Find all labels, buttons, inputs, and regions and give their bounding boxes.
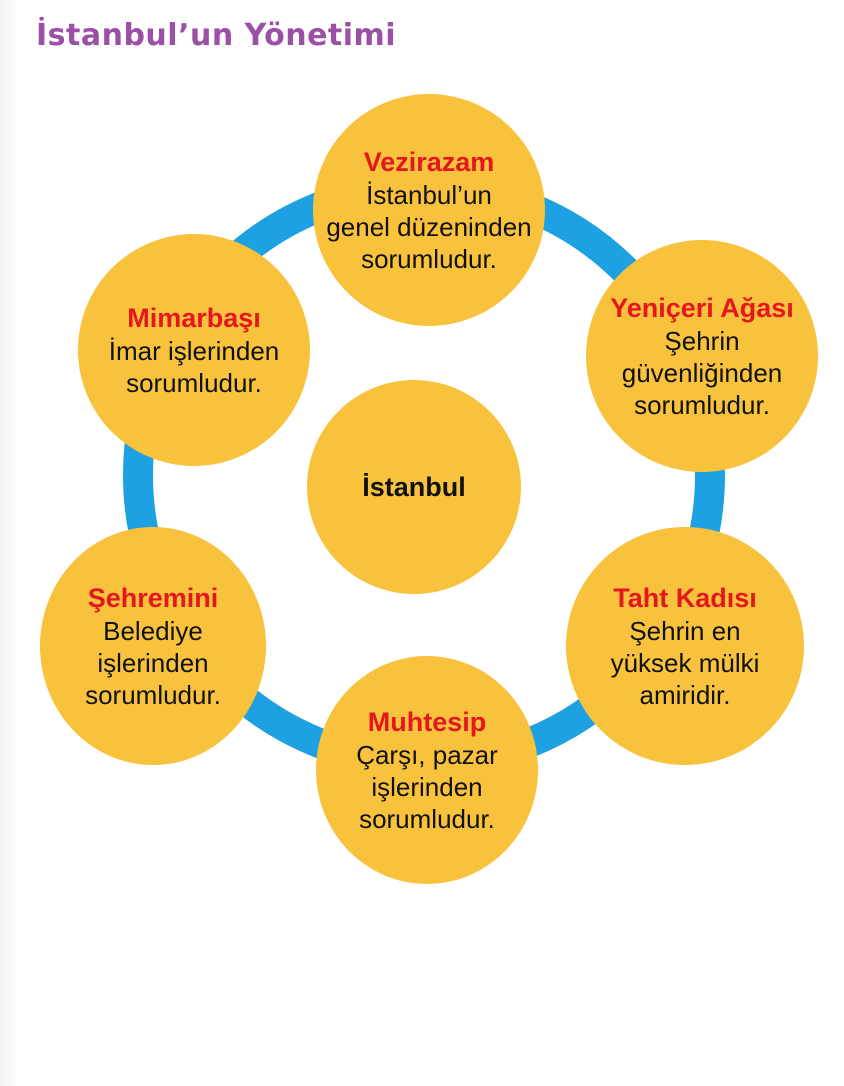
node-description: İmar işlerinden sorumludur. <box>108 335 280 398</box>
node-role-label: Yeniçeri Ağası <box>610 292 794 323</box>
center-label: İstanbul <box>362 471 466 502</box>
node-description: Şehrin güvenliğinden sorumludur. <box>621 325 783 420</box>
node-description: İstanbul’un genel düzeninden sorumludur. <box>326 179 532 274</box>
node-role-label: Mimarbaşı <box>127 302 261 333</box>
node-description: Çarşı, pazar işlerinden sorumludur. <box>356 739 498 834</box>
node-role-label: Şehremini <box>87 582 219 613</box>
node-sehremini <box>40 527 266 765</box>
node-role-label: Muhtesip <box>367 706 487 737</box>
node-muhtesip <box>316 656 538 884</box>
node-mimarbasi <box>78 234 310 466</box>
node-vezirazam <box>313 94 545 326</box>
node-description: Şehrin en yüksek mülki amiridir. <box>610 615 760 710</box>
node-yeniceri-agasi <box>586 240 818 472</box>
node-role-label: Taht Kadısı <box>613 582 757 613</box>
center-node-istanbul <box>307 380 521 594</box>
node-taht-kadisi <box>566 527 804 765</box>
page-title: İstanbul’un Yönetimi <box>36 18 397 53</box>
node-description: Belediye işlerinden sorumludur. <box>85 615 221 710</box>
node-role-label: Vezirazam <box>363 146 495 177</box>
